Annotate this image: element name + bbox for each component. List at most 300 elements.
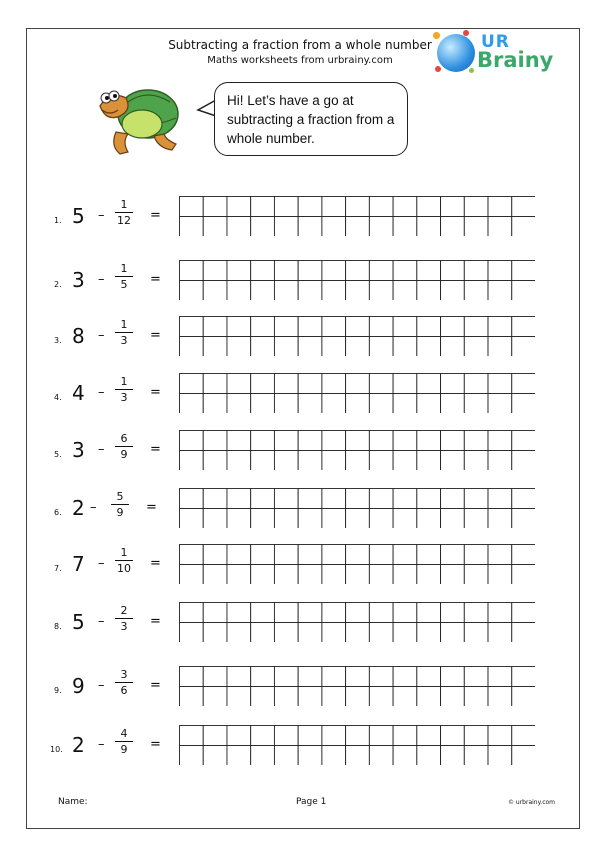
answer-cell[interactable] [346, 261, 370, 281]
answer-cell[interactable] [180, 281, 204, 301]
answer-cell[interactable] [464, 489, 488, 509]
answer-cell[interactable] [369, 217, 393, 237]
answer-cell[interactable] [203, 197, 227, 217]
answer-cell[interactable] [369, 451, 393, 471]
answer-cell[interactable] [322, 565, 346, 585]
answer-cell[interactable] [393, 489, 417, 509]
answer-cell[interactable] [346, 197, 370, 217]
answer-cell[interactable] [417, 317, 441, 337]
answer-cell[interactable] [251, 687, 275, 707]
answer-cell[interactable] [393, 431, 417, 451]
answer-cell[interactable] [180, 394, 204, 414]
answer-cell[interactable] [298, 317, 322, 337]
answer-cell[interactable] [488, 374, 512, 394]
answer-cell[interactable] [488, 217, 512, 237]
answer-cell[interactable] [203, 545, 227, 565]
answer-cell[interactable] [322, 623, 346, 643]
answer-cell[interactable] [441, 489, 465, 509]
answer-cell[interactable] [441, 337, 465, 357]
answer-cell[interactable] [227, 667, 251, 687]
answer-cell[interactable] [322, 545, 346, 565]
answer-cell[interactable] [203, 394, 227, 414]
answer-cell[interactable] [346, 545, 370, 565]
answer-cell[interactable] [251, 281, 275, 301]
answer-cell[interactable] [369, 623, 393, 643]
answer-cell[interactable] [464, 509, 488, 529]
answer-cell[interactable] [488, 337, 512, 357]
answer-cell[interactable] [203, 451, 227, 471]
answer-cell[interactable] [393, 337, 417, 357]
answer-cell[interactable] [417, 726, 441, 746]
answer-cell[interactable] [251, 451, 275, 471]
answer-cell[interactable] [417, 394, 441, 414]
answer-cell[interactable] [203, 217, 227, 237]
answer-cell[interactable] [180, 337, 204, 357]
answer-cell[interactable] [346, 394, 370, 414]
answer-cell[interactable] [441, 746, 465, 766]
answer-cell[interactable] [227, 317, 251, 337]
answer-cell[interactable] [346, 451, 370, 471]
answer-cell[interactable] [227, 217, 251, 237]
answer-cell[interactable] [417, 509, 441, 529]
answer-cell[interactable] [369, 603, 393, 623]
answer-cell[interactable] [274, 261, 298, 281]
answer-cell[interactable] [203, 337, 227, 357]
answer-cell[interactable] [441, 261, 465, 281]
answer-cell[interactable] [274, 687, 298, 707]
answer-cell[interactable] [464, 746, 488, 766]
answer-cell[interactable] [298, 746, 322, 766]
answer-cell[interactable] [322, 746, 346, 766]
answer-cell[interactable] [441, 374, 465, 394]
answer-cell[interactable] [346, 217, 370, 237]
answer-cell[interactable] [417, 431, 441, 451]
answer-cell[interactable] [180, 545, 204, 565]
answer-cell[interactable] [274, 337, 298, 357]
answer-cell[interactable] [369, 261, 393, 281]
answer-cell[interactable] [464, 394, 488, 414]
answer-cell[interactable] [227, 726, 251, 746]
answer-cell[interactable] [322, 726, 346, 746]
answer-cell[interactable] [393, 394, 417, 414]
answer-cell[interactable] [346, 603, 370, 623]
answer-cell[interactable] [251, 726, 275, 746]
answer-cell[interactable] [274, 623, 298, 643]
answer-cell[interactable] [441, 394, 465, 414]
answer-cell[interactable] [346, 374, 370, 394]
answer-cell[interactable] [322, 687, 346, 707]
answer-cell[interactable] [346, 687, 370, 707]
answer-cell[interactable] [322, 509, 346, 529]
answer-cell[interactable] [369, 746, 393, 766]
answer-cell[interactable] [203, 489, 227, 509]
answer-cell[interactable] [417, 687, 441, 707]
answer-cell[interactable] [251, 623, 275, 643]
answer-cell[interactable] [180, 565, 204, 585]
answer-cell[interactable] [298, 726, 322, 746]
answer-cell[interactable] [488, 545, 512, 565]
answer-cell[interactable] [441, 197, 465, 217]
answer-cell[interactable] [322, 431, 346, 451]
answer-cell[interactable] [180, 431, 204, 451]
answer-cell[interactable] [346, 489, 370, 509]
answer-cell[interactable] [512, 687, 535, 707]
answer-cell[interactable] [512, 374, 535, 394]
answer-cell[interactable] [393, 197, 417, 217]
answer-cell[interactable] [393, 746, 417, 766]
answer-cell[interactable] [251, 431, 275, 451]
answer-cell[interactable] [274, 545, 298, 565]
answer-cell[interactable] [417, 746, 441, 766]
answer-cell[interactable] [464, 726, 488, 746]
answer-cell[interactable] [417, 565, 441, 585]
answer-cell[interactable] [393, 217, 417, 237]
answer-cell[interactable] [464, 261, 488, 281]
answer-cell[interactable] [441, 687, 465, 707]
answer-cell[interactable] [417, 197, 441, 217]
answer-cell[interactable] [441, 431, 465, 451]
answer-cell[interactable] [512, 726, 535, 746]
answer-cell[interactable] [512, 603, 535, 623]
answer-cell[interactable] [417, 623, 441, 643]
answer-cell[interactable] [227, 451, 251, 471]
answer-cell[interactable] [417, 261, 441, 281]
answer-cell[interactable] [417, 374, 441, 394]
answer-cell[interactable] [274, 509, 298, 529]
answer-cell[interactable] [417, 217, 441, 237]
answer-cell[interactable] [369, 545, 393, 565]
answer-cell[interactable] [346, 337, 370, 357]
answer-cell[interactable] [512, 623, 535, 643]
answer-cell[interactable] [251, 217, 275, 237]
answer-cell[interactable] [274, 726, 298, 746]
answer-cell[interactable] [488, 394, 512, 414]
answer-cell[interactable] [346, 317, 370, 337]
answer-cell[interactable] [180, 317, 204, 337]
answer-cell[interactable] [512, 746, 535, 766]
answer-cell[interactable] [180, 197, 204, 217]
answer-cell[interactable] [417, 667, 441, 687]
answer-cell[interactable] [180, 489, 204, 509]
answer-cell[interactable] [274, 431, 298, 451]
answer-cell[interactable] [441, 565, 465, 585]
answer-cell[interactable] [180, 746, 204, 766]
answer-cell[interactable] [274, 394, 298, 414]
answer-cell[interactable] [298, 197, 322, 217]
answer-cell[interactable] [180, 374, 204, 394]
answer-cell[interactable] [464, 374, 488, 394]
answer-cell[interactable] [417, 281, 441, 301]
answer-cell[interactable] [203, 687, 227, 707]
answer-cell[interactable] [369, 687, 393, 707]
answer-cell[interactable] [322, 337, 346, 357]
answer-cell[interactable] [464, 603, 488, 623]
answer-cell[interactable] [227, 603, 251, 623]
answer-cell[interactable] [393, 565, 417, 585]
answer-cell[interactable] [298, 603, 322, 623]
answer-cell[interactable] [417, 337, 441, 357]
answer-cell[interactable] [203, 746, 227, 766]
answer-cell[interactable] [298, 667, 322, 687]
answer-cell[interactable] [322, 394, 346, 414]
answer-cell[interactable] [322, 281, 346, 301]
answer-cell[interactable] [488, 565, 512, 585]
answer-cell[interactable] [203, 431, 227, 451]
answer-cell[interactable] [441, 545, 465, 565]
answer-cell[interactable] [512, 394, 535, 414]
answer-cell[interactable] [369, 317, 393, 337]
answer-cell[interactable] [227, 623, 251, 643]
answer-cell[interactable] [322, 603, 346, 623]
answer-cell[interactable] [180, 687, 204, 707]
answer-cell[interactable] [369, 374, 393, 394]
answer-cell[interactable] [369, 489, 393, 509]
answer-cell[interactable] [393, 261, 417, 281]
answer-cell[interactable] [393, 667, 417, 687]
answer-grid[interactable] [179, 196, 535, 236]
answer-cell[interactable] [464, 545, 488, 565]
answer-grid[interactable] [179, 260, 535, 300]
answer-cell[interactable] [227, 394, 251, 414]
answer-cell[interactable] [251, 489, 275, 509]
answer-cell[interactable] [274, 197, 298, 217]
answer-cell[interactable] [488, 197, 512, 217]
answer-cell[interactable] [393, 623, 417, 643]
answer-cell[interactable] [227, 509, 251, 529]
answer-cell[interactable] [417, 603, 441, 623]
answer-cell[interactable] [322, 261, 346, 281]
answer-cell[interactable] [227, 261, 251, 281]
answer-grid[interactable] [179, 373, 535, 413]
answer-cell[interactable] [417, 489, 441, 509]
answer-cell[interactable] [251, 261, 275, 281]
answer-cell[interactable] [203, 317, 227, 337]
answer-cell[interactable] [512, 667, 535, 687]
answer-cell[interactable] [298, 545, 322, 565]
answer-cell[interactable] [274, 451, 298, 471]
answer-cell[interactable] [227, 197, 251, 217]
answer-cell[interactable] [274, 317, 298, 337]
answer-cell[interactable] [227, 565, 251, 585]
answer-cell[interactable] [180, 603, 204, 623]
answer-grid[interactable] [179, 666, 535, 706]
answer-cell[interactable] [180, 726, 204, 746]
answer-cell[interactable] [346, 565, 370, 585]
answer-cell[interactable] [512, 545, 535, 565]
answer-grid[interactable] [179, 316, 535, 356]
answer-cell[interactable] [298, 489, 322, 509]
answer-grid[interactable] [179, 725, 535, 765]
answer-cell[interactable] [274, 217, 298, 237]
answer-cell[interactable] [488, 726, 512, 746]
answer-cell[interactable] [369, 337, 393, 357]
answer-cell[interactable] [441, 603, 465, 623]
answer-cell[interactable] [512, 565, 535, 585]
answer-cell[interactable] [464, 317, 488, 337]
answer-cell[interactable] [298, 509, 322, 529]
answer-cell[interactable] [488, 623, 512, 643]
answer-cell[interactable] [488, 509, 512, 529]
answer-cell[interactable] [441, 623, 465, 643]
answer-cell[interactable] [512, 509, 535, 529]
answer-cell[interactable] [251, 394, 275, 414]
answer-cell[interactable] [464, 623, 488, 643]
answer-cell[interactable] [441, 281, 465, 301]
answer-cell[interactable] [464, 431, 488, 451]
answer-cell[interactable] [274, 667, 298, 687]
answer-cell[interactable] [251, 374, 275, 394]
answer-cell[interactable] [441, 726, 465, 746]
answer-cell[interactable] [441, 217, 465, 237]
answer-grid[interactable] [179, 544, 535, 584]
answer-cell[interactable] [180, 509, 204, 529]
answer-cell[interactable] [180, 623, 204, 643]
answer-cell[interactable] [488, 746, 512, 766]
answer-cell[interactable] [274, 746, 298, 766]
answer-cell[interactable] [369, 394, 393, 414]
answer-cell[interactable] [369, 565, 393, 585]
answer-cell[interactable] [369, 197, 393, 217]
answer-cell[interactable] [464, 451, 488, 471]
answer-cell[interactable] [393, 545, 417, 565]
answer-cell[interactable] [488, 431, 512, 451]
answer-cell[interactable] [227, 337, 251, 357]
answer-cell[interactable] [369, 726, 393, 746]
answer-cell[interactable] [227, 687, 251, 707]
answer-cell[interactable] [180, 667, 204, 687]
answer-cell[interactable] [488, 489, 512, 509]
answer-cell[interactable] [203, 374, 227, 394]
answer-cell[interactable] [251, 197, 275, 217]
answer-cell[interactable] [251, 603, 275, 623]
answer-cell[interactable] [298, 261, 322, 281]
answer-cell[interactable] [227, 281, 251, 301]
answer-cell[interactable] [393, 317, 417, 337]
answer-cell[interactable] [488, 687, 512, 707]
answer-cell[interactable] [393, 603, 417, 623]
answer-cell[interactable] [227, 374, 251, 394]
answer-cell[interactable] [203, 281, 227, 301]
answer-cell[interactable] [441, 667, 465, 687]
answer-cell[interactable] [417, 451, 441, 471]
answer-cell[interactable] [322, 217, 346, 237]
answer-cell[interactable] [464, 217, 488, 237]
answer-cell[interactable] [251, 509, 275, 529]
answer-grid[interactable] [179, 488, 535, 528]
answer-cell[interactable] [274, 603, 298, 623]
answer-cell[interactable] [298, 394, 322, 414]
answer-cell[interactable] [251, 667, 275, 687]
answer-cell[interactable] [488, 317, 512, 337]
answer-cell[interactable] [464, 281, 488, 301]
answer-cell[interactable] [274, 489, 298, 509]
answer-cell[interactable] [251, 317, 275, 337]
answer-cell[interactable] [322, 317, 346, 337]
answer-cell[interactable] [512, 489, 535, 509]
answer-cell[interactable] [251, 746, 275, 766]
answer-cell[interactable] [464, 197, 488, 217]
answer-cell[interactable] [393, 509, 417, 529]
answer-cell[interactable] [203, 667, 227, 687]
answer-cell[interactable] [417, 545, 441, 565]
answer-cell[interactable] [298, 451, 322, 471]
answer-cell[interactable] [512, 217, 535, 237]
answer-cell[interactable] [298, 431, 322, 451]
answer-cell[interactable] [203, 726, 227, 746]
answer-cell[interactable] [441, 509, 465, 529]
answer-cell[interactable] [251, 337, 275, 357]
answer-cell[interactable] [180, 217, 204, 237]
answer-cell[interactable] [203, 565, 227, 585]
answer-cell[interactable] [488, 603, 512, 623]
answer-cell[interactable] [298, 687, 322, 707]
answer-cell[interactable] [346, 667, 370, 687]
answer-cell[interactable] [298, 281, 322, 301]
answer-cell[interactable] [512, 197, 535, 217]
answer-cell[interactable] [464, 667, 488, 687]
answer-cell[interactable] [512, 317, 535, 337]
answer-grid[interactable] [179, 430, 535, 470]
answer-cell[interactable] [346, 746, 370, 766]
answer-cell[interactable] [346, 281, 370, 301]
answer-cell[interactable] [227, 746, 251, 766]
answer-cell[interactable] [298, 374, 322, 394]
answer-cell[interactable] [464, 687, 488, 707]
answer-cell[interactable] [180, 261, 204, 281]
answer-cell[interactable] [488, 281, 512, 301]
answer-cell[interactable] [369, 281, 393, 301]
answer-cell[interactable] [393, 687, 417, 707]
answer-cell[interactable] [393, 726, 417, 746]
answer-cell[interactable] [512, 281, 535, 301]
answer-cell[interactable] [298, 337, 322, 357]
answer-cell[interactable] [322, 489, 346, 509]
answer-cell[interactable] [369, 509, 393, 529]
answer-cell[interactable] [298, 217, 322, 237]
answer-cell[interactable] [512, 431, 535, 451]
answer-cell[interactable] [369, 431, 393, 451]
answer-cell[interactable] [298, 623, 322, 643]
answer-cell[interactable] [203, 623, 227, 643]
answer-cell[interactable] [464, 565, 488, 585]
answer-cell[interactable] [322, 667, 346, 687]
answer-cell[interactable] [227, 545, 251, 565]
answer-cell[interactable] [488, 451, 512, 471]
answer-cell[interactable] [441, 451, 465, 471]
answer-cell[interactable] [274, 565, 298, 585]
answer-cell[interactable] [464, 337, 488, 357]
answer-cell[interactable] [203, 509, 227, 529]
answer-cell[interactable] [227, 431, 251, 451]
answer-cell[interactable] [322, 197, 346, 217]
answer-cell[interactable] [369, 667, 393, 687]
answer-cell[interactable] [203, 261, 227, 281]
answer-cell[interactable] [251, 565, 275, 585]
answer-grid[interactable] [179, 602, 535, 642]
answer-cell[interactable] [393, 374, 417, 394]
answer-cell[interactable] [180, 451, 204, 471]
answer-cell[interactable] [322, 374, 346, 394]
answer-cell[interactable] [227, 489, 251, 509]
answer-cell[interactable] [393, 281, 417, 301]
answer-cell[interactable] [441, 317, 465, 337]
answer-cell[interactable] [393, 451, 417, 471]
answer-cell[interactable] [512, 451, 535, 471]
answer-cell[interactable] [512, 337, 535, 357]
answer-cell[interactable] [274, 374, 298, 394]
answer-cell[interactable] [251, 545, 275, 565]
answer-cell[interactable] [346, 509, 370, 529]
